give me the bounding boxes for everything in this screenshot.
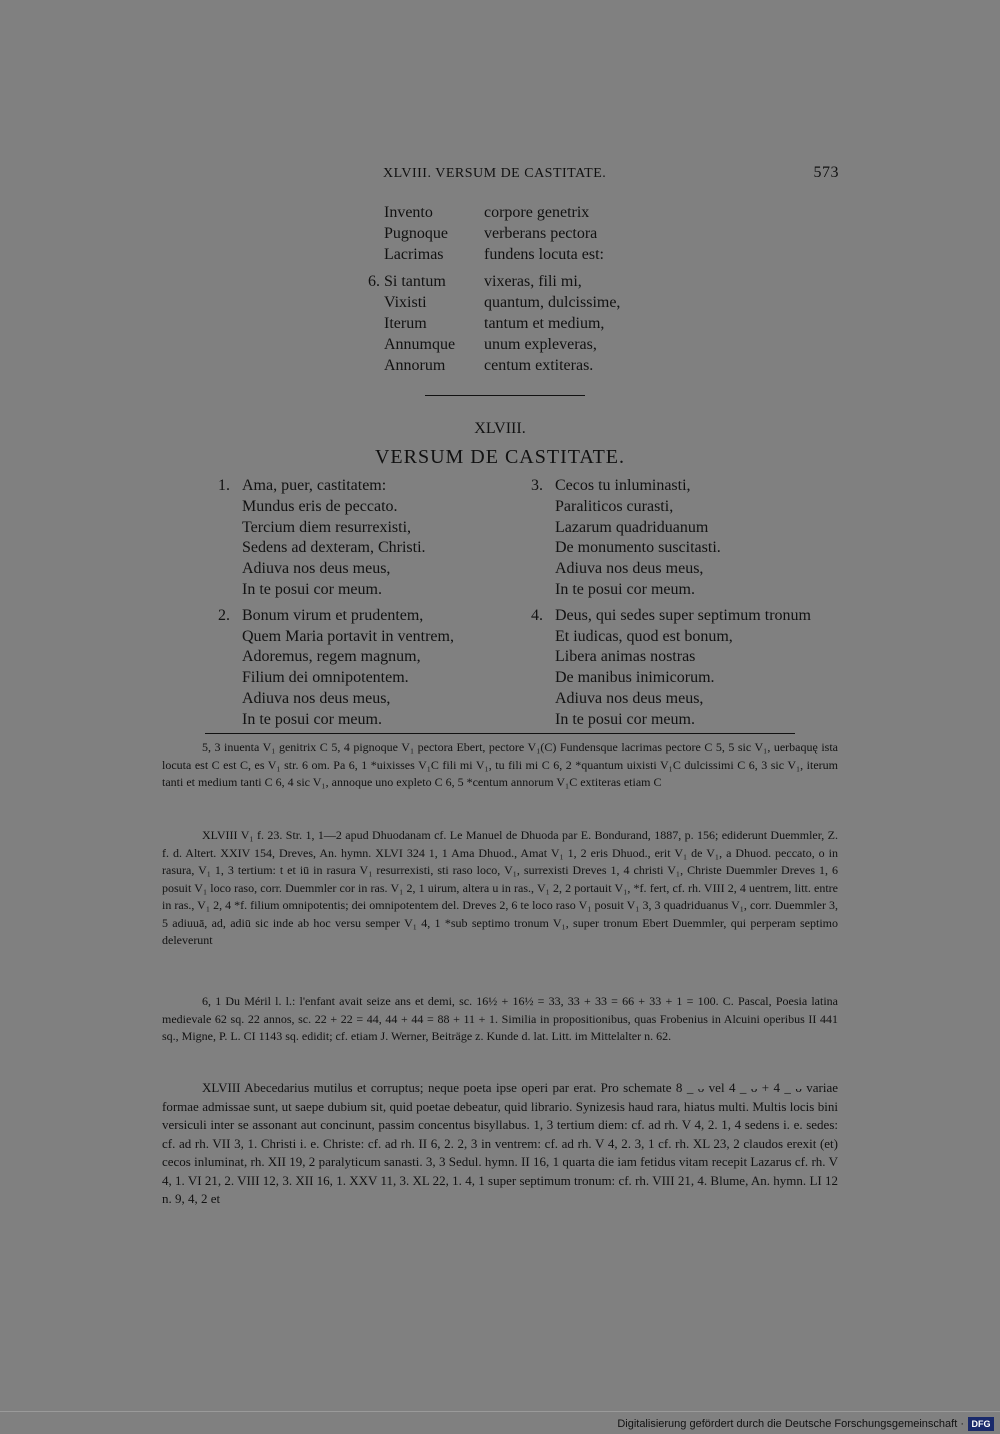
stanza — [218, 476, 518, 601]
verse-line — [218, 710, 518, 731]
verse-row — [355, 355, 664, 376]
critical-apparatus-previous — [162, 739, 838, 800]
verse-text: Adiuva nos deus meus, — [555, 560, 704, 578]
stanza-number: 3. — [531, 477, 543, 494]
verse-text: Bonum virum et prudentem, — [242, 606, 424, 624]
footnote-rule — [205, 733, 795, 734]
stanza — [531, 606, 851, 731]
verse-half: fundens locuta est: — [484, 246, 604, 263]
verse-text: Lazarum quadriduanum — [555, 518, 709, 536]
footer-bar — [0, 1411, 1000, 1434]
verse-half: centum extiteras. — [484, 357, 594, 374]
verse-line — [531, 476, 851, 497]
verse-half: Pugnoque — [384, 225, 448, 242]
verse-row — [355, 244, 664, 265]
verse-line — [531, 518, 851, 539]
verse-half: Iterum — [384, 315, 427, 332]
verse-text: In te posui cor meum. — [242, 710, 382, 728]
verse-half: corpore genetrix — [484, 204, 590, 221]
verse-half: Annorum — [384, 357, 446, 374]
verse-half: vixeras, fili mi, — [484, 273, 582, 290]
verse-text: In te posui cor meum. — [555, 710, 695, 728]
stanza-number: 6. — [368, 273, 380, 290]
page-number: 573 — [813, 164, 839, 181]
stanza — [531, 476, 851, 601]
section-separator — [425, 395, 585, 396]
note-paragraph: XLVIII Abecedarius mutilus et corruptus; neque poeta ipse operi par erat. Pro schemate 8 _ ᴗ vel 4 _ ᴗ + 4 _ ᴗ variae formae admissae sunt, ut saepe dubium sit, quid poetae debeatur, quid librario. Synizesis haud rara, hiatus multi. Multis locis bini versiculi inter se assonant aut concinunt, passim concentus bisyllabus. 1, 3 tertium diem: cf. ad rh. V 4, 2. 1, 4 sedens i. e. sedes: cf. ad rh. VII 3, 1. Christi i. e. Christe: cf. ad rh. II 6, 2. 2, 3 in ventrem: cf. ad rh. V 4, 2. 3, 1 cf. rh. XL 23, 2 claudos erexit (et) cecos inluminat, rh. XII 19, 2 paralyticum sanasti. 3, 3 Sedul. hymn. II 16, 1 quarta die iam fetidus vitam recepit Lazarus cf. rh. V 4, 1. VI 21, 2. VIII 12, 3. XII 16, 1. XXV 11, 3. XL 22, 1. 4, 1 super septimum tronum: cf. rh. VIII 21, 4. Blume, An. hymn. LI 12 n. 9, 4, 2 et — [162, 1080, 838, 1206]
stanza — [218, 606, 518, 731]
stanza-number — [355, 202, 384, 223]
verse-text: Ama, puer, castitatem: — [242, 477, 387, 494]
note-paragraph: XLVIII V₁ f. 23. Str. 1, 1—2 apud Dhuodanam cf. Le Manuel de Dhuoda par E. Bondurand, 1887, p. 156; ediderunt Duemmler, Z. f. d. Altert. XXIV 154, Dreves, An. hymn. XLVI 324 1, 1 Ama Dhuod., Amat V₁ 1, 2 eris Dhuod., erit V₁ de V₁, a Dhuod. peccato, o in rasura, V₁ 1, 3 tertium: t et iū in rasura V₁ resurrexisti, sti raso loco, V₁, surrexisti Dreves 1, 4 christi V₁, Christe Duemmler Dreves 1, 6 posuit V₁ loco raso, corr. Duemmler cor in ras. V₁ 2, 1 uirum, altera u in ras., V₁ 2, 2 portauit V₁, *f. fert, cf. rh. VIII 2, 4 uentrem, litt. entre in ras., V₁ 2, 4 *f. filium omnipotentis; dei omnipotentem del. Dreves 2, 6 te loco raso V₁ posuit V₁ 3, 3 quadriduanus V₁, corr. Duemmler 3, 5 adiuuā, ad, adiū sic inde ab hoc versu semper V₁ 4, 1 *sub septimo tronum V₁, super tronum Ebert Duemmler, qui perperam septimo deleverunt — [162, 828, 838, 947]
verse-line — [531, 580, 851, 601]
poem-left-column — [218, 476, 518, 736]
verse-text: Adiuva nos deus meus, — [242, 560, 391, 578]
verse-row — [355, 202, 664, 223]
digitization-credit: Digitalisierung gefördert durch die Deutsche Forschungsgemeinschaft · — [617, 1418, 964, 1430]
note-paragraph: 5, 3 inuenta V₁ genitrix C 5, 4 pignoque V₁ pectora Ebert, pectore V₁(C) Fundensque lacrimas pectore C 5, 5 sic V₁, uerbaquę ista locuta est C est C, es V₁ str. 6 om. Pa 6, 1 *uixisses V₁C fili mi V₁, tu fili mi C 6, 2 *quantum uixisti V₁C dulcissimi C 6, 3 sic V₁, iterum tanti et medium tanti C 6, 4 sic V₁, annoque uno expleto C 6, 5 *centum annorum V₁C extiteras etiam C — [162, 740, 838, 789]
verse-half: Lacrimas — [384, 246, 444, 263]
verse-half: quantum, dulcissime, — [484, 294, 621, 311]
stanza-number — [355, 334, 384, 355]
verse-line — [531, 689, 851, 710]
verse-text: Adiuva nos deus meus, — [242, 689, 391, 707]
verse-row — [355, 223, 664, 244]
verse-text: Deus, qui sedes super septimum tronum — [555, 606, 811, 624]
verse-text: Sedens ad dexteram, Christi. — [242, 539, 426, 557]
verse-line — [218, 559, 518, 580]
verse-half: unum expleveras, — [484, 336, 597, 353]
verse-text: Adoremus, regem magnum, — [242, 648, 421, 666]
poem-right-column — [531, 476, 851, 736]
verse-line — [218, 497, 518, 518]
verse-line — [531, 538, 851, 559]
verse-text: Adiuva nos deus meus, — [555, 689, 704, 707]
verse-line — [218, 538, 518, 559]
verse-text: Tercium diem resurrexisti, — [242, 518, 412, 536]
verse-line — [218, 606, 518, 627]
verse-text: In te posui cor meum. — [555, 580, 695, 598]
verse-text: Cecos tu inluminasti, — [555, 477, 691, 494]
stanza-number: 2. — [218, 606, 230, 624]
verse-text: Filium dei omnipotentem. — [242, 669, 409, 687]
dfg-logo: DFG — [968, 1417, 994, 1431]
verse-text: Et iudicas, quod est bonum, — [555, 627, 733, 645]
verse-row — [355, 292, 664, 313]
verse-half: verberans pectora — [484, 225, 598, 242]
verse-text: Paraliticos curasti, — [555, 497, 674, 515]
note-paragraph: 6, 1 Du Méril l. l.: l'enfant avait seize ans et demi, sc. 16½ + 16½ = 33, 33 + 33 = 66 + 33 + 1 = 100. C. Pascal, Poesia latina medievale 62 sq. 22 annos, sc. 22 + 22 = 44, 44 + 44 = 88 + 11 + 1. Similia in propositionibus, quas Frobenius in Alcuini operibus II 441 sq., Migne, P. L. CI 1143 sq. edidit; cf. etiam J. Werner, Beiträge z. Kunde d. lat. Litt. im Mittelalter n. 62. — [162, 994, 838, 1043]
verse-text: In te posui cor meum. — [242, 580, 382, 598]
verse-half: Si tantum — [384, 273, 446, 290]
stanza-number: 4. — [531, 606, 543, 624]
verse-text: De monumento suscitasti. — [555, 539, 721, 557]
stanza-number — [355, 355, 384, 376]
verse-text: De manibus inimicorum. — [555, 669, 715, 687]
verse-line — [531, 710, 851, 731]
verse-line — [218, 647, 518, 668]
verse-row — [355, 313, 664, 334]
verse-line — [218, 580, 518, 601]
verse-line — [531, 627, 851, 648]
verse-line — [531, 559, 851, 580]
verse-half: tantum et medium, — [484, 315, 605, 332]
verse-text: Libera animas nostras — [555, 648, 696, 666]
stanza-number — [355, 313, 384, 334]
verse-half: Annumque — [384, 336, 456, 353]
verse-line — [531, 668, 851, 689]
commentary-poem — [162, 1079, 838, 1217]
verse-line — [531, 497, 851, 518]
verse-text: Quem Maria portavit in ventrem, — [242, 627, 454, 645]
verse-row — [355, 271, 664, 292]
stanza-number — [355, 244, 384, 265]
verse-line — [218, 476, 518, 497]
verse-row — [355, 334, 664, 355]
stanza-number: 1. — [218, 477, 230, 494]
verse-line — [531, 647, 851, 668]
verse-line — [218, 518, 518, 539]
commentary-previous — [162, 993, 838, 1054]
verse-half: Vixisti — [384, 294, 427, 311]
verse-line — [218, 668, 518, 689]
poem-number: XLVIII. — [474, 420, 526, 437]
previous-poem-end — [355, 202, 664, 376]
poem-title: VERSUM DE CASTITATE. — [374, 446, 626, 468]
stanza-number — [355, 223, 384, 244]
verse-text: Mundus eris de peccato. — [242, 497, 398, 515]
verse-half: Invento — [384, 204, 433, 221]
verse-line — [218, 627, 518, 648]
verse-line — [218, 689, 518, 710]
critical-apparatus-poem — [162, 827, 838, 958]
verse-line — [531, 606, 851, 627]
stanza-number — [355, 292, 384, 313]
running-title: XLVIII. VERSUM DE CASTITATE. — [383, 166, 607, 181]
